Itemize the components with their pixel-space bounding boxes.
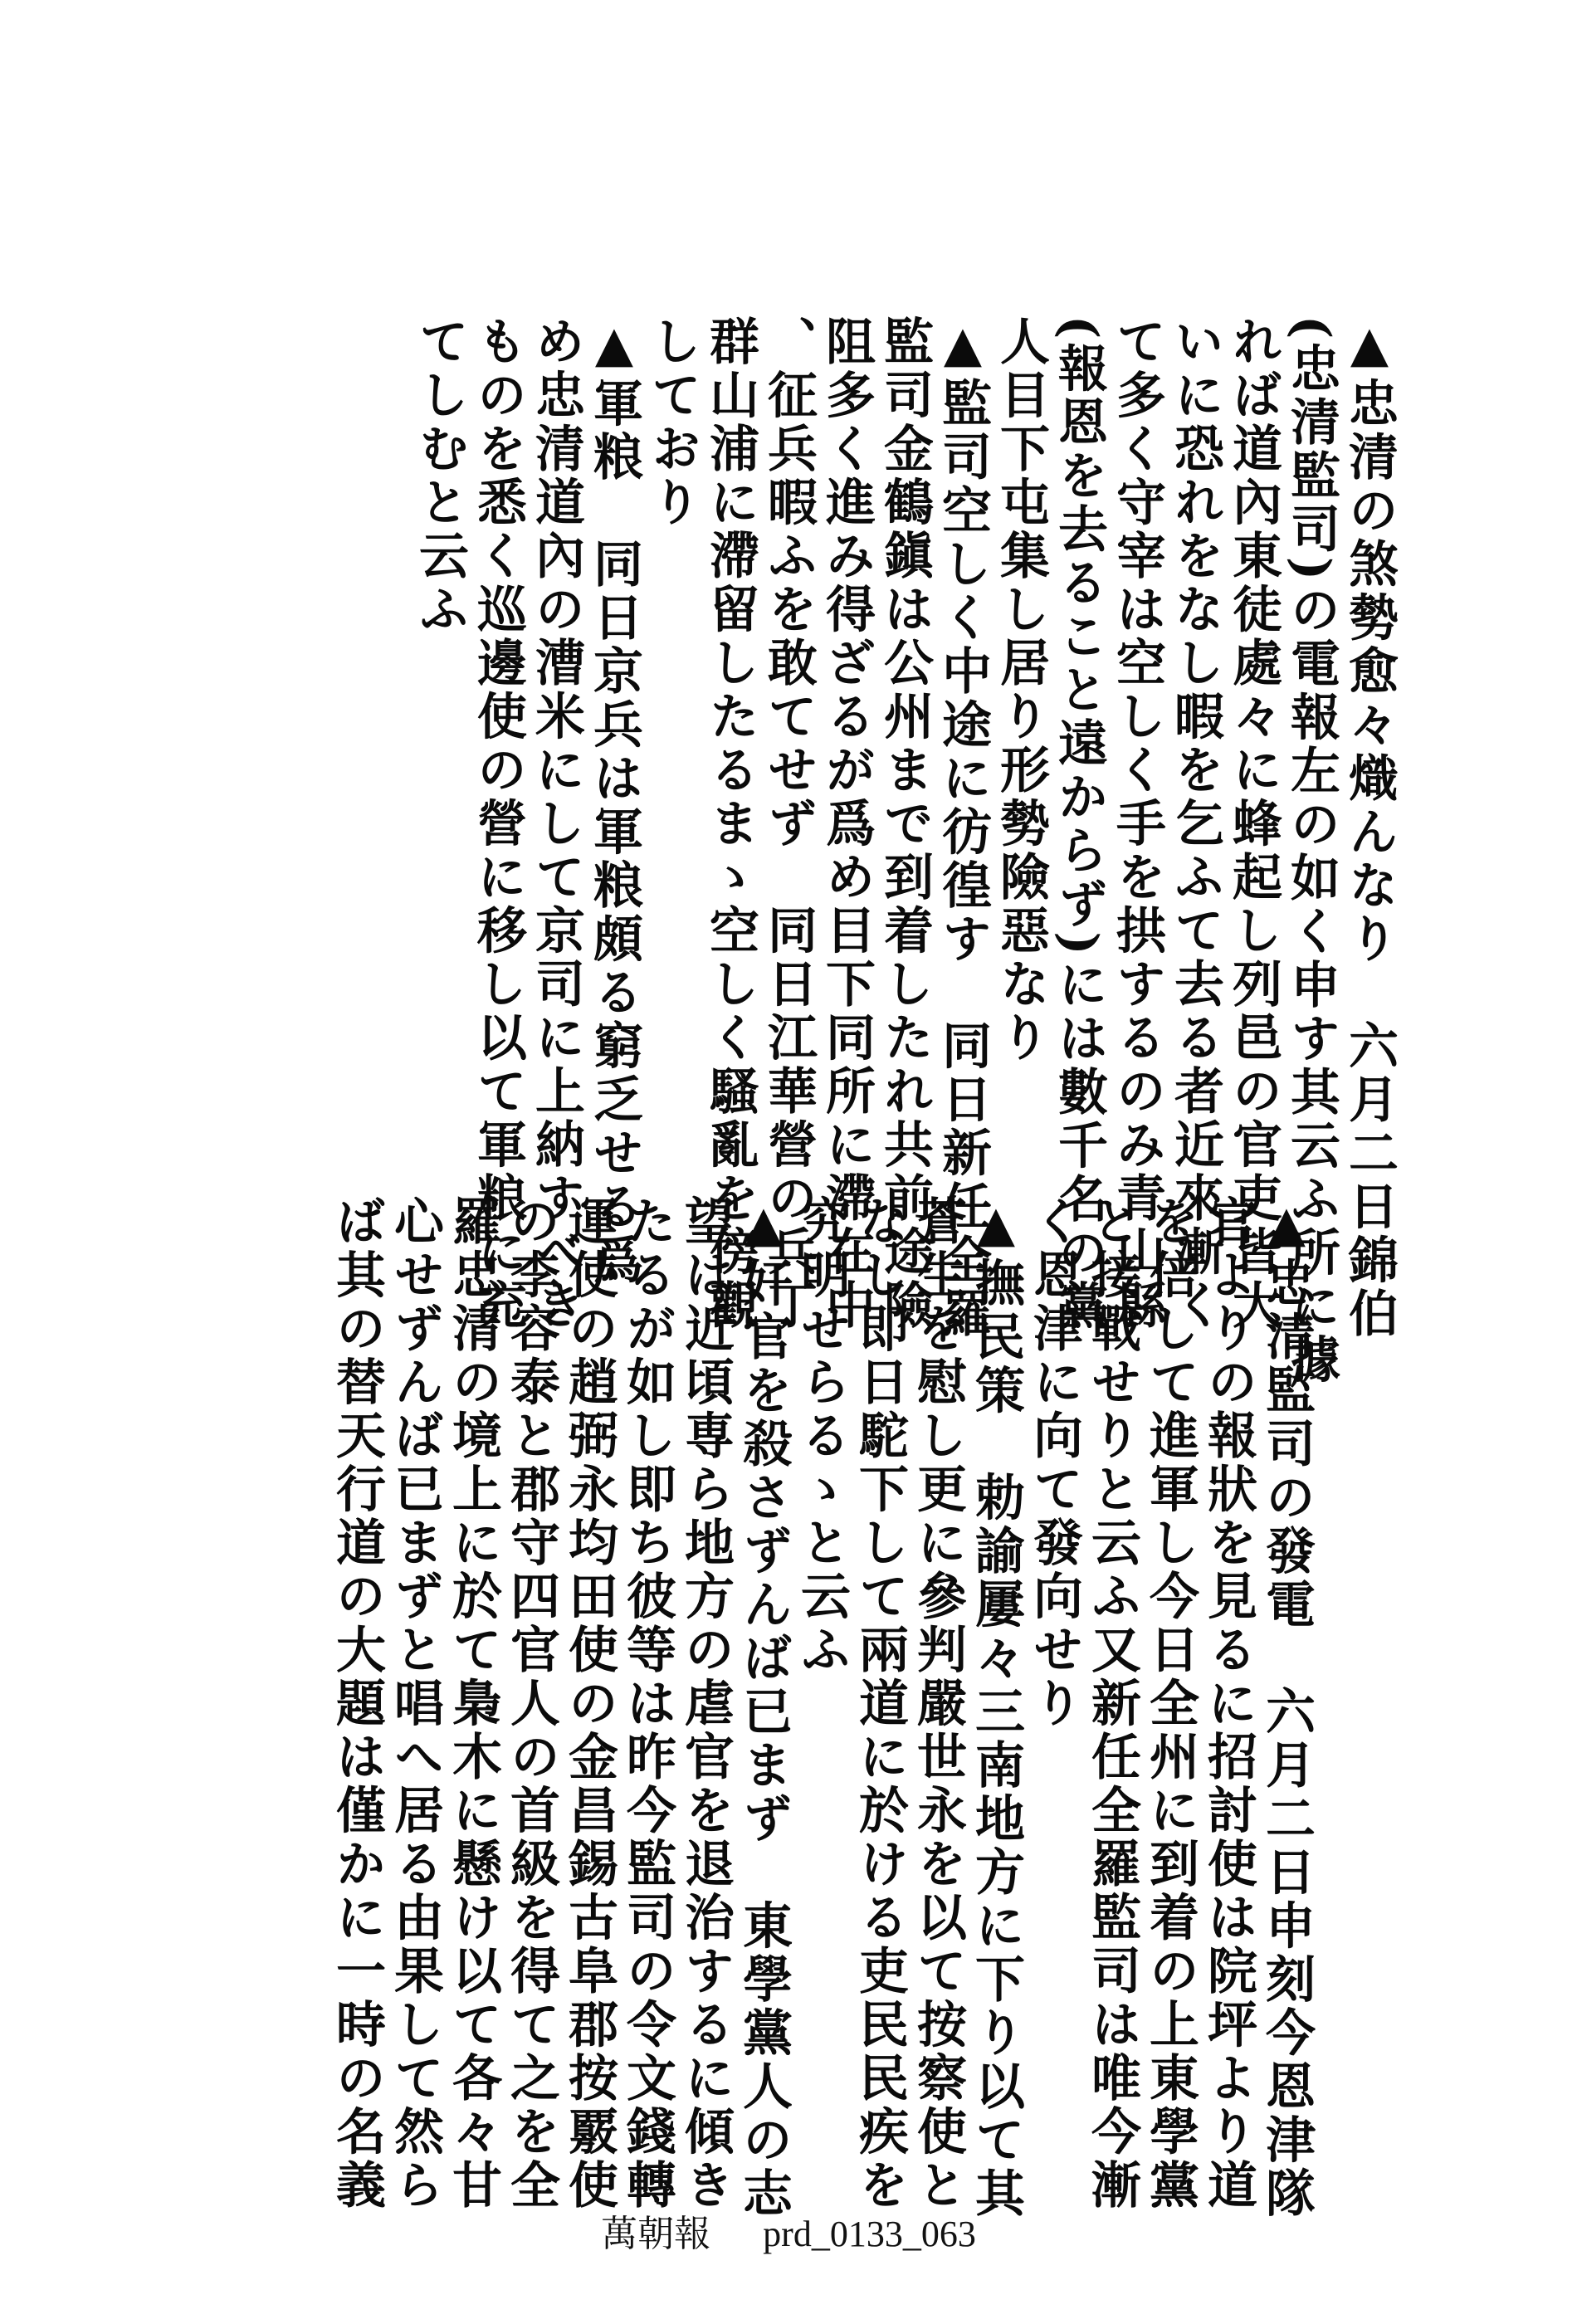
text-column: しており: [643, 315, 701, 530]
text-column: 、征兵暇ふを敢てせず 同日江華營の兵丁: [759, 315, 818, 1333]
text-column: ▲忠清の煞勢愈々熾んなり 六月二日錦伯: [1340, 315, 1399, 1341]
page-footer: [0, 2204, 1577, 2257]
text-column: め忠清道內の漕米にして京司に上納すべき: [527, 315, 585, 1333]
text-column: 阻多く進み得ざるが爲め目下同所に滯在中: [818, 315, 876, 1333]
text-column: 望は近頃専ら地方の虐官を退治するに傾き: [676, 1195, 735, 2213]
text-column: 蒼生を慰し更に參判嚴世永を以て按察使と: [909, 1195, 967, 2213]
article-block-top: [183, 315, 1399, 1388]
text-column: 心せずんば已まずと唱へ居る由果して然ら: [386, 1195, 444, 2213]
text-column: てしむと云ふ: [411, 315, 469, 637]
text-column: ▲忠清監司の發電 六月二日申刻今恩津隊: [1257, 1195, 1316, 2221]
text-column: なし即日駝下して兩道に於ける吏民民疾を: [851, 1195, 909, 2213]
text-column: (忠清監司)の電報左の如く申す其云ふ所に據: [1282, 315, 1340, 1388]
text-column: 官よりの報狀を見るに招討使は院坪より道: [1199, 1195, 1257, 2213]
text-column: ▲撫民策 勅諭屢々三南地方に下り以て其: [967, 1195, 1025, 2221]
document-id: prd_0133_063: [763, 2214, 976, 2254]
text-column: く恩津に向て發向せり: [1025, 1195, 1083, 1731]
text-column: ▲軍粮 同日京兵は軍粮頗る窮乏せる爲: [585, 315, 643, 1287]
article-block-bottom: [183, 1195, 1316, 2221]
text-column: ▲奸官を殺さずんば已まず 東學黨人の志: [735, 1195, 793, 2221]
text-column: 人目下屯集し居り形勢險惡なり: [992, 315, 1050, 1065]
text-column: 監司金鶴鎭は公州まで到着したれ共前途險: [876, 315, 934, 1333]
text-column: ば其の替天行道の大題は僅かに一時の名義: [328, 1195, 386, 2213]
text-column: 究明せらるゝと云ふ: [793, 1195, 851, 1677]
text-column: れば道內東徒處々に蜂起し列邑の官吏皆大: [1224, 315, 1282, 1333]
source-title: 萬朝報: [601, 2214, 711, 2254]
text-column: ものを悉く巡邊使の營に移し以て軍粮に充: [469, 315, 527, 1333]
text-column: を倍して進軍し今日全州に到着の上東學黨: [1141, 1195, 1199, 2213]
text-column: の李容泰と郡守四官人の首級を得て之を全: [502, 1195, 560, 2213]
text-column: と接戰せりと云ふ又新任全羅監司は唯今漸: [1083, 1195, 1141, 2213]
text-column: 運使の趙弼永均田使の金昌錫古阜郡按覈使: [560, 1195, 618, 2213]
text-column: ▲監司空しく中途に彷徨す 同日新任全羅: [934, 315, 992, 1341]
text-column: 群山浦に滯留したるまゝ空しく騷亂を傍觀: [701, 315, 759, 1333]
text-column: (報恩を去ること遠からず)には數千名の黨: [1050, 315, 1108, 1334]
text-column: て多く守宰は空しく手を拱するのみ青山縣: [1108, 315, 1166, 1333]
text-column: 羅忠清の境上に於て梟木に懸け以て各々甘: [444, 1195, 502, 2213]
text-column: いに恐れをなし暇を乞ふて去る者近來漸く: [1166, 315, 1224, 1333]
text-column: たるが如し即ち彼等は昨今監司の令文錢轉: [618, 1195, 676, 2213]
